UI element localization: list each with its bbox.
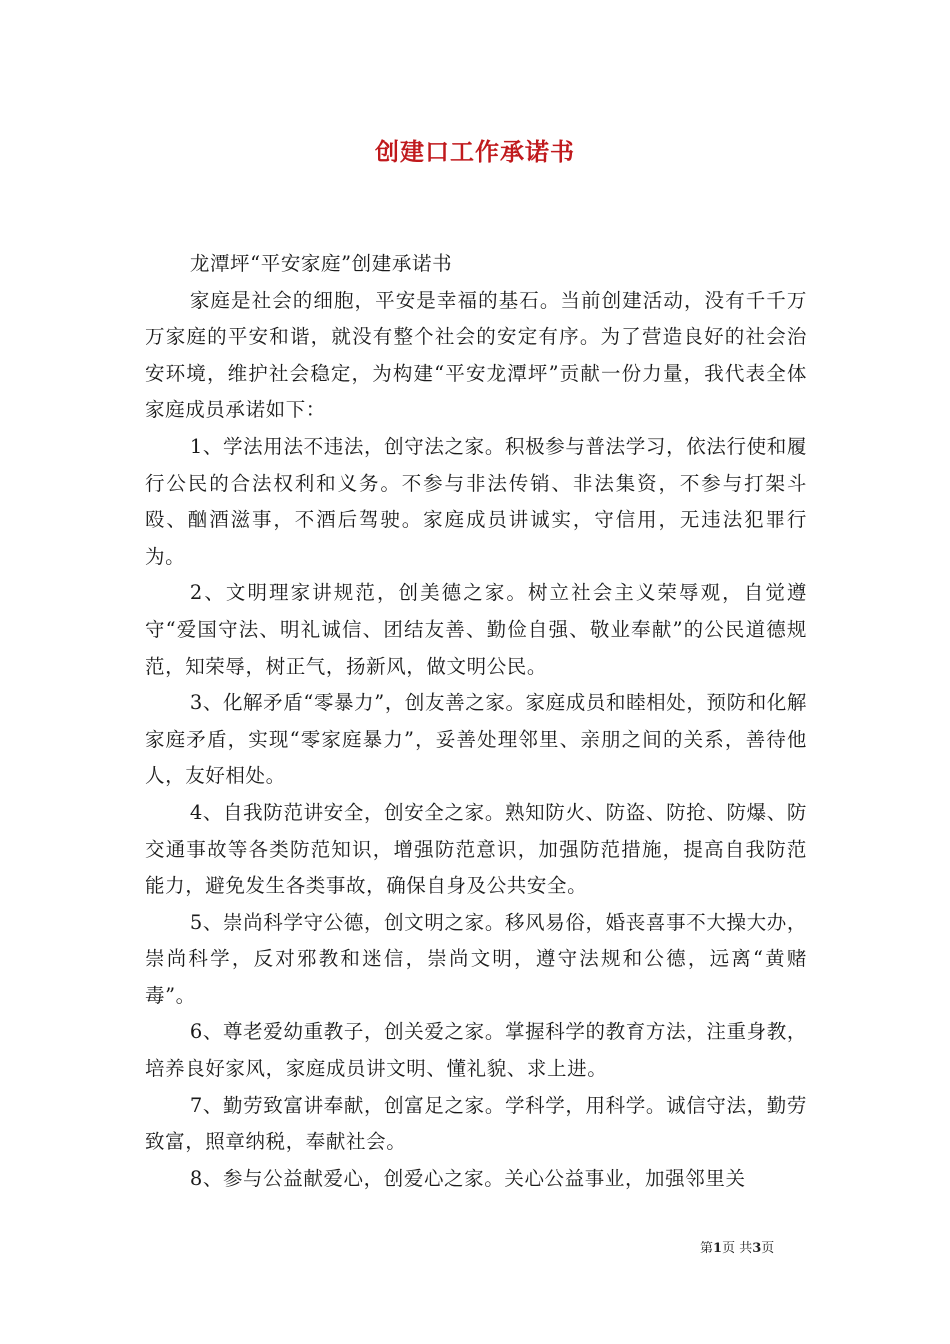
footer-middle: 页 共 xyxy=(722,1241,753,1256)
document-subtitle: 龙潭坪“平安家庭”创建承诺书 xyxy=(189,252,453,275)
paragraph: 3、化解矛盾“零暴力”，创友善之家。家庭成员和睦相处，预防和化解家庭矛盾，实现“零家庭暴力”，妥善处理邻里、亲朋之间的关系，善待他人，友好相处。 xyxy=(145,691,807,788)
document-body xyxy=(145,246,807,1197)
paragraph: 6、尊老爱幼重教子，创关爱之家。掌握科学的教育方法，注重身教，培养良好家风，家庭成员讲文明、懂礼貌、求上进。 xyxy=(145,1020,807,1081)
current-page-number: 1 xyxy=(713,1241,723,1256)
footer-suffix: 页 xyxy=(761,1241,775,1256)
paragraph: 8、参与公益献爱心，创爱心之家。关心公益事业，加强邻里关 xyxy=(189,1166,746,1190)
paragraph: 7、勤劳致富讲奉献，创富足之家。学科学，用科学。诚信守法，勤劳致富，照章纳税，奉献社会。 xyxy=(145,1093,807,1154)
paragraph: 家庭是社会的细胞，平安是幸福的基石。当前创建活动，没有千千万万家庭的平安和谐，就没有整个社会的安定有序。为了营造良好的社会治安环境，维护社会稳定，为构建“平安龙潭坪”贡献一份力量，我代表全体家庭成员承诺如下： xyxy=(145,288,807,422)
paragraph: 1、学法用法不违法，创守法之家。积极参与普法学习，依法行使和履行公民的合法权利和义务。不参与非法传销、非法集资，不参与打架斗殴、酗酒滋事，不酒后驾驶。家庭成员讲诚实，守信用，无违法犯罪行为。 xyxy=(145,434,807,568)
footer-prefix: 第 xyxy=(700,1241,714,1256)
document-title: 创建口工作承诺书 xyxy=(375,137,575,166)
paragraph: 5、崇尚科学守公德，创文明之家。移风易俗，婚丧喜事不大操大办，崇尚科学，反对邪教和迷信，崇尚文明，遵守法规和公德，远离“黄赌毒”。 xyxy=(145,910,807,1007)
paragraph: 4、自我防范讲安全，创安全之家。熟知防火、防盗、防抢、防爆、防交通事故等各类防范知识，增强防范意识，加强防范措施，提高自我防范能力，避免发生各类事故，确保自身及公共安全。 xyxy=(145,800,807,898)
paragraph: 2、文明理家讲规范，创美德之家。树立社会主义荣辱观，自觉遵守“爱国守法、明礼诚信、团结友善、勤俭自强、敬业奉献”的公民道德规范，知荣辱，树正气，扬新风，做文明公民。 xyxy=(145,581,807,678)
page-footer xyxy=(700,1237,820,1256)
total-page-number: 3 xyxy=(752,1241,762,1256)
